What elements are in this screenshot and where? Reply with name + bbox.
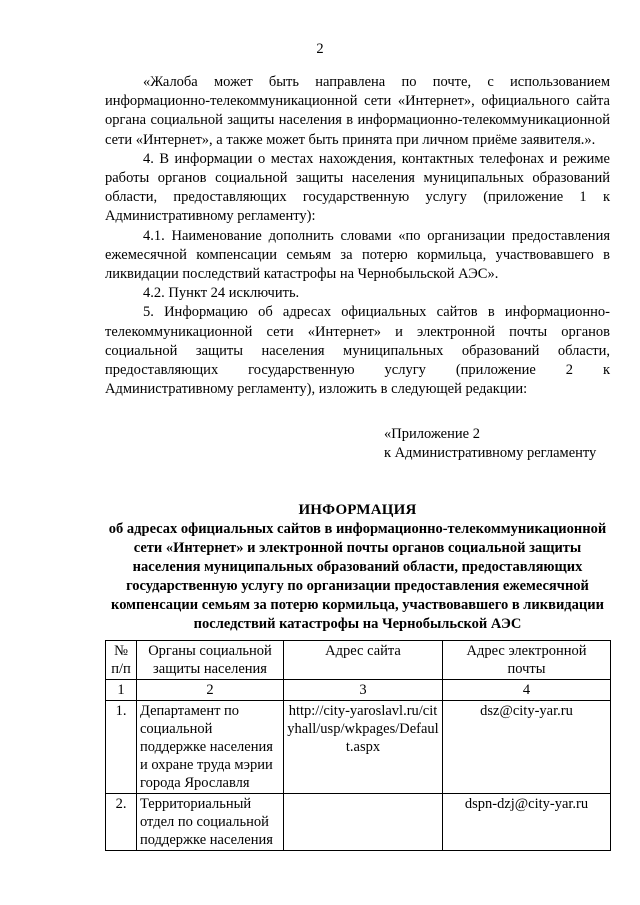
paragraph-item-4: 4. В информации о местах нахождения, контактных телефонах и режиме работы органов социальной защиты населения муниципальных образований области, предоставляющих государственную услугу (приложение 1 к Административному регламенту): — [105, 150, 610, 225]
table-header-row — [106, 641, 611, 680]
row-number: 2. — [106, 794, 137, 851]
paragraph-complaint: «Жалоба может быть направлена по почте, с использованием информационно-телекоммуникационной сети «Интернет», официального сайта органа социальной защиты населения в информационно-телекоммуникационной сети «Интернет», а также может быть принята при личном приёме заявителя.». — [105, 74, 610, 148]
row-organization: Департамент по социальной поддержке населения и охране труда мэрии города Ярославля — [137, 701, 284, 794]
header-email: Адрес электронной почты — [443, 641, 611, 680]
paragraph-item-5: 5. Информацию об адресах официальных сайтов в информационно-телекоммуникационной сети «Интернет» и электронной почты органов социальной защиты населения муниципальных образований области, предоставляющих государственную услугу (приложение 2 к Административному регламенту), изложить в следующей редакции: — [105, 304, 610, 398]
index-cell: 2 — [137, 680, 284, 701]
appendix-line-2: к Административному регламенту — [384, 445, 597, 462]
table-row — [106, 701, 611, 794]
header-website: Адрес сайта — [284, 641, 443, 680]
table-index-row — [106, 680, 611, 701]
document-title — [105, 501, 610, 634]
row-website-link — [284, 794, 443, 851]
header-organization: Органы социальной защиты населения — [137, 641, 284, 680]
title-heading: ИНФОРМАЦИЯ — [298, 502, 417, 519]
addresses-table — [105, 640, 611, 851]
table-row — [106, 794, 611, 851]
row-organization: Территориальный отдел по социальной поддержке населения — [137, 794, 284, 851]
appendix-reference — [384, 425, 610, 463]
header-number: № п/п — [106, 641, 137, 680]
paragraph-item-4-2: 4.2. Пункт 24 исключить. — [143, 285, 300, 302]
row-email-link[interactable]: dspn-dzj@city-yar.ru — [443, 794, 611, 851]
index-cell: 1 — [106, 680, 137, 701]
title-subtitle: об адресах официальных сайтов в информационно-телекоммуникационной сети «Интернет» и электронной почты органов социальной защиты населения муниципальных образований области, предоставляющих государственную услугу по организации предоставления ежемесячной компенсации семьям за потерю кормильца, участвовавшего в ликвидации последствий катастрофы на Чернобыльской АЭС — [108, 521, 607, 633]
paragraph-item-4-1: 4.1. Наименование дополнить словами «по организации предоставления ежемесячной компенсации семьям за потерю кормильца, участвовавшего в ликвидации последствий катастрофы на Чернобыльской АЭС». — [105, 227, 610, 283]
index-cell: 3 — [284, 680, 443, 701]
document-body — [105, 73, 610, 634]
row-website-link[interactable]: http://city-yaroslavl.ru/cityhall/usp/wkpages/Default.aspx — [284, 701, 443, 794]
index-cell: 4 — [443, 680, 611, 701]
appendix-line-1: «Приложение 2 — [384, 426, 480, 443]
row-email-link[interactable]: dsz@city-yar.ru — [443, 701, 611, 794]
row-number: 1. — [106, 701, 137, 794]
page-number: 2 — [316, 41, 324, 57]
